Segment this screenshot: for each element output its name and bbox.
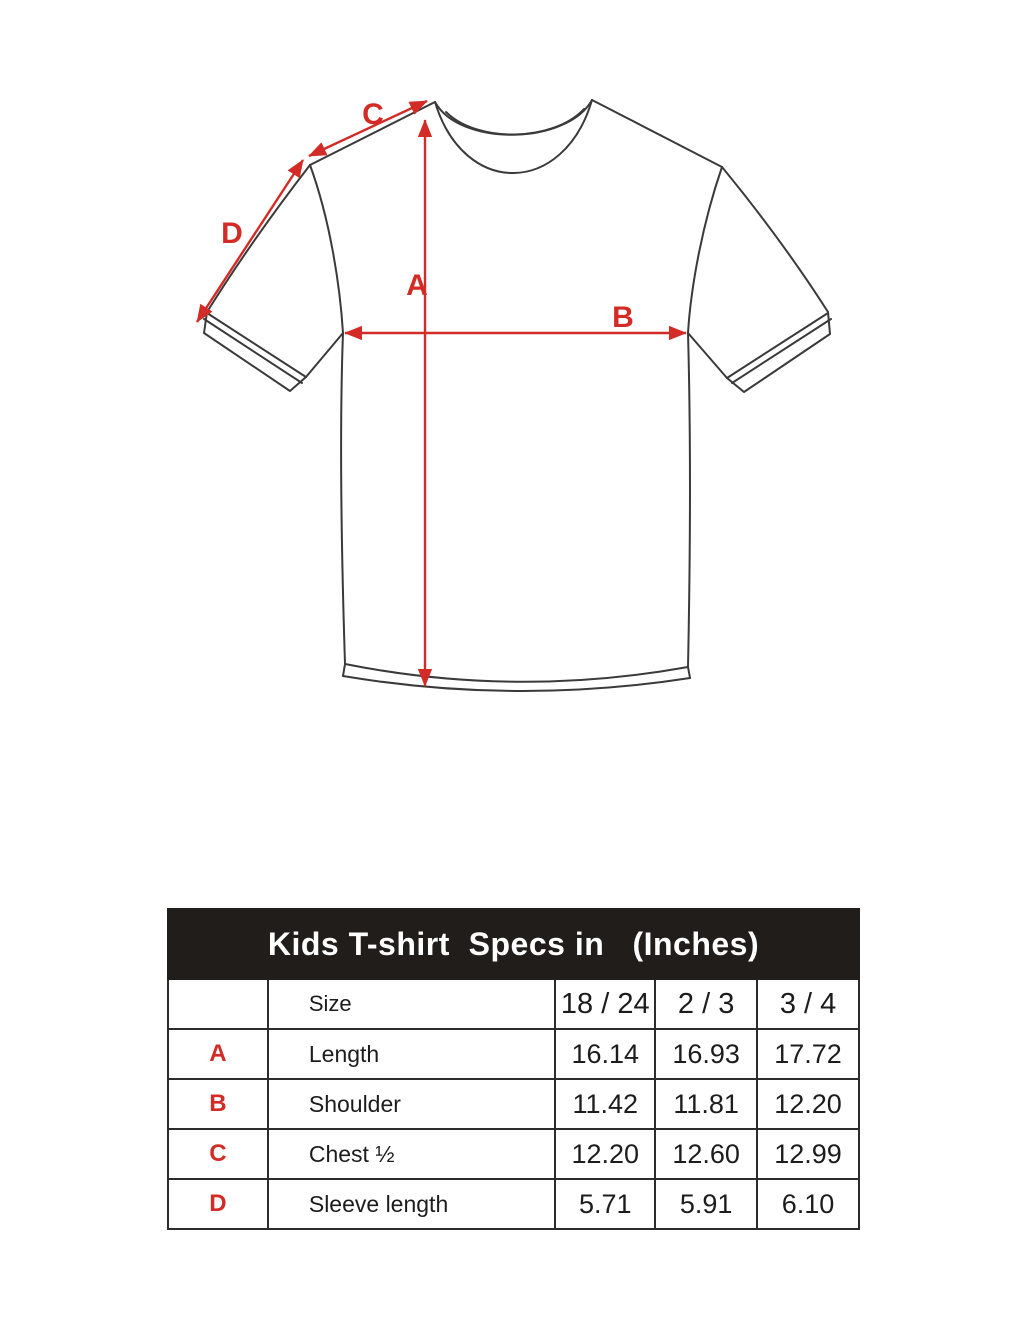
spec-letter-cell: B <box>168 1079 268 1129</box>
left-cuff-seam-2 <box>204 319 302 383</box>
spec-value-cell: 12.20 <box>757 1079 859 1129</box>
spec-value-cell: 6.10 <box>757 1179 859 1229</box>
right-cuff-seam-2 <box>732 319 831 383</box>
collar-band-curve <box>435 100 592 173</box>
left-armhole-curve <box>310 165 343 333</box>
measure-label-d: D <box>221 217 243 250</box>
spec-value-cell: 16.14 <box>555 1029 655 1079</box>
right-underarm-seam <box>688 333 727 378</box>
right-armhole-curve <box>688 167 722 333</box>
right-shoulder-seam <box>592 100 722 167</box>
left-underarm-seam <box>306 333 343 377</box>
spec-value-cell: 11.42 <box>555 1079 655 1129</box>
right-sleeve-outer-edge <box>722 167 828 312</box>
right-body-side <box>688 333 690 667</box>
size-value-cell: 2 / 3 <box>655 979 757 1029</box>
spec-value-cell: 12.60 <box>655 1129 757 1179</box>
size-value-cell: 18 / 24 <box>555 979 655 1029</box>
tshirt-outline <box>204 100 831 691</box>
spec-row-length <box>168 1029 859 1079</box>
spec-name-cell: Length <box>268 1029 555 1079</box>
hem-bottom-line <box>343 676 690 691</box>
spec-letter-cell: D <box>168 1179 268 1229</box>
measure-arrows <box>197 101 686 686</box>
spec-letter-cell <box>168 979 268 1029</box>
measure-label-a: A <box>406 269 428 302</box>
spec-row-chest <box>168 1129 859 1179</box>
measure-label-b: B <box>612 301 634 334</box>
spec-value-cell: 5.91 <box>655 1179 757 1229</box>
spec-value-cell: 12.20 <box>555 1129 655 1179</box>
spec-letter-cell: C <box>168 1129 268 1179</box>
left-body-side <box>341 333 345 664</box>
size-value-cell: 3 / 4 <box>757 979 859 1029</box>
hem-top-line <box>345 664 688 682</box>
hem-right-edge <box>688 667 690 678</box>
collar-back-line <box>446 109 584 135</box>
size-label-cell: Size <box>268 979 555 1029</box>
measure-label-c: C <box>362 98 384 131</box>
table-title-row <box>168 909 859 979</box>
spec-row-sleeve-length <box>168 1179 859 1229</box>
spec-value-cell: 5.71 <box>555 1179 655 1229</box>
specs-table <box>167 908 860 1230</box>
spec-value-cell: 11.81 <box>655 1079 757 1129</box>
hem-left-edge <box>343 664 345 676</box>
size-row <box>168 979 859 1029</box>
spec-letter-cell: A <box>168 1029 268 1079</box>
measure-arrow-d <box>197 160 303 322</box>
spec-name-cell: Chest ½ <box>268 1129 555 1179</box>
spec-value-cell: 12.99 <box>757 1129 859 1179</box>
spec-value-cell: 16.93 <box>655 1029 757 1079</box>
table-title: Kids T-shirt Specs in (Inches) <box>168 909 859 979</box>
collar-outer-curve <box>435 100 592 135</box>
spec-name-cell: Shoulder <box>268 1079 555 1129</box>
spec-name-cell: Sleeve length <box>268 1179 555 1229</box>
spec-row-shoulder <box>168 1079 859 1129</box>
spec-value-cell: 17.72 <box>757 1029 859 1079</box>
